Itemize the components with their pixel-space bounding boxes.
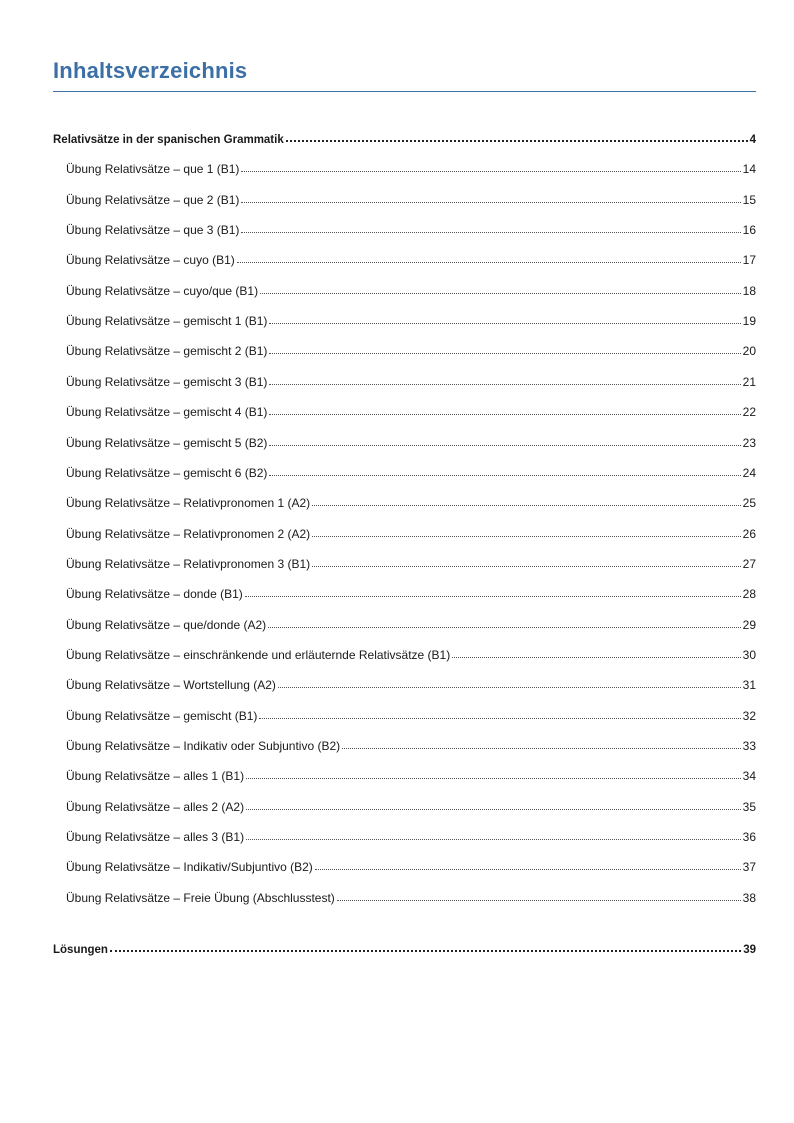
- dot-leader: [269, 404, 740, 416]
- toc-exercise-entry[interactable]: [66, 495, 756, 511]
- toc-entry-page-number: 23: [742, 435, 756, 450]
- toc-exercise-entry[interactable]: [66, 647, 756, 663]
- toc-entry-page-number: 27: [742, 556, 756, 571]
- toc-entry-label: Übung Relativsätze – Indikativ/Subjuntivo (B2): [66, 860, 313, 875]
- dot-leader: [452, 647, 740, 659]
- toc-entry-page-number: 32: [742, 708, 756, 723]
- dot-leader: [260, 283, 741, 295]
- toc-exercise-entry[interactable]: [66, 799, 756, 815]
- dot-leader: [237, 252, 741, 264]
- toc-exercise-entry[interactable]: [66, 556, 756, 572]
- dot-leader: [269, 313, 740, 325]
- toc-entry-page-number: 33: [742, 739, 756, 753]
- dot-leader: [245, 586, 741, 598]
- toc-entry-page-number: 34: [742, 769, 756, 784]
- toc-entry-label: Übung Relativsätze – Relativpronomen 1 (A2): [66, 496, 311, 511]
- toc-exercise-entry[interactable]: [66, 768, 756, 784]
- toc-entry-page-number: 24: [742, 465, 756, 480]
- toc-entry-page-number: 38: [742, 890, 756, 905]
- toc-exercise-entry[interactable]: [66, 465, 756, 481]
- dot-leader: [286, 131, 748, 143]
- toc-chapter-entry[interactable]: [53, 131, 756, 148]
- title-divider: [53, 91, 756, 92]
- dot-leader: [315, 859, 741, 871]
- toc-entry-label: Übung Relativsätze – cuyo (B1): [66, 253, 235, 268]
- dot-leader: [246, 799, 741, 811]
- toc-entry-label: Übung Relativsätze – alles 3 (B1): [66, 830, 245, 845]
- toc-entry-label: Übung Relativsätze – donde (B1): [66, 587, 243, 602]
- toc-exercise-entry[interactable]: [66, 890, 756, 906]
- toc-entry-page-number: 4: [749, 134, 756, 146]
- toc-entry-label: Übung Relativsätze – Relativpronomen 2 (A2): [66, 526, 311, 541]
- dot-leader: [241, 192, 740, 204]
- toc-exercise-entry[interactable]: [66, 374, 756, 390]
- toc-entry-page-number: 35: [742, 799, 756, 814]
- toc-entry-page-number: 31: [742, 678, 756, 693]
- dot-leader: [246, 768, 741, 780]
- toc-entry-page-number: 21: [742, 374, 756, 389]
- toc-entry-label: Übung Relativsätze – Indikativ oder Subjuntivo (B2): [66, 739, 341, 753]
- toc-exercise-entry[interactable]: [66, 192, 756, 208]
- toc-exercise-entry[interactable]: [66, 526, 756, 542]
- dot-leader: [246, 829, 741, 841]
- toc-entry-page-number: 39: [743, 944, 756, 956]
- toc-entry-page-number: 16: [742, 223, 756, 238]
- page-title: Inhaltsverzeichnis: [53, 58, 248, 83]
- toc-entry-page-number: 20: [742, 344, 756, 359]
- toc-entry-label: Übung Relativsätze – cuyo/que (B1): [66, 283, 259, 298]
- toc-exercise-entry[interactable]: [66, 222, 756, 238]
- toc-entry-page-number: 15: [742, 192, 756, 207]
- toc-exercise-entry[interactable]: [66, 435, 756, 451]
- toc-chapter-entry[interactable]: [53, 941, 756, 958]
- toc-entry-label: Übung Relativsätze – gemischt 5 (B2): [66, 435, 268, 450]
- toc-entry-label: Übung Relativsätze – alles 2 (A2): [66, 799, 245, 814]
- dot-leader: [269, 374, 740, 386]
- dot-leader: [269, 435, 740, 447]
- toc-entry-label: Übung Relativsätze – alles 1 (B1): [66, 769, 245, 784]
- toc-exercise-entry[interactable]: [66, 283, 756, 299]
- toc-entry-page-number: 28: [742, 587, 756, 602]
- toc-exercise-entry[interactable]: [66, 617, 756, 633]
- toc-exercise-entry[interactable]: [66, 708, 756, 724]
- toc-entry-label: Übung Relativsätze – gemischt 4 (B1): [66, 405, 268, 420]
- toc-entry-page-number: 36: [742, 830, 756, 845]
- dot-leader: [342, 738, 740, 750]
- dot-leader: [312, 495, 741, 507]
- toc-entry-label: Übung Relativsätze – gemischt 3 (B1): [66, 374, 268, 389]
- toc-exercise-entry[interactable]: [66, 343, 756, 359]
- toc-entry-page-number: 19: [742, 314, 756, 329]
- toc-exercise-entry[interactable]: [66, 829, 756, 845]
- dot-leader: [110, 941, 741, 953]
- dot-leader: [269, 343, 740, 355]
- dot-leader: [312, 526, 741, 538]
- toc-entry-label: Übung Relativsätze – que 3 (B1): [66, 223, 240, 238]
- toc-entry-label: Übung Relativsätze – que/donde (A2): [66, 617, 267, 632]
- toc-entry-page-number: 14: [742, 162, 756, 177]
- dot-leader: [241, 161, 740, 173]
- toc-entry-page-number: 30: [742, 647, 756, 662]
- toc-entry-label: Übung Relativsätze – gemischt (B1): [66, 708, 258, 723]
- toc-exercise-entry[interactable]: [66, 738, 756, 754]
- dot-leader: [268, 617, 741, 629]
- toc-entry-label: Lösungen: [53, 944, 108, 956]
- toc-exercise-entry[interactable]: [66, 586, 756, 602]
- toc-entry-label: Übung Relativsätze – gemischt 1 (B1): [66, 314, 268, 329]
- toc-exercise-entry[interactable]: [66, 677, 756, 693]
- toc-entry-page-number: 18: [742, 283, 756, 298]
- toc-entry-label: Übung Relativsätze – que 1 (B1): [66, 162, 240, 177]
- toc-entry-page-number: 37: [742, 860, 756, 875]
- dot-leader: [241, 222, 740, 234]
- toc-entry-label: Übung Relativsätze – que 2 (B1): [66, 192, 240, 207]
- toc-entry-page-number: 22: [742, 405, 756, 420]
- toc-entry-label: Übung Relativsätze – gemischt 2 (B1): [66, 344, 268, 359]
- toc-entry-label: Relativsätze in der spanischen Grammatik: [53, 134, 284, 146]
- dot-leader: [312, 556, 741, 568]
- dot-leader: [278, 677, 741, 689]
- dot-leader: [259, 708, 740, 720]
- toc-entry-page-number: 26: [742, 526, 756, 541]
- toc-entry-label: Übung Relativsätze – Relativpronomen 3 (B1): [66, 556, 311, 571]
- toc-entry-label: Übung Relativsätze – Freie Übung (Abschlusstest): [66, 890, 335, 905]
- dot-leader: [337, 890, 741, 902]
- toc-exercise-entry[interactable]: [66, 313, 756, 329]
- toc-exercise-entry[interactable]: [66, 252, 756, 268]
- toc-entry-page-number: 25: [742, 496, 756, 511]
- toc-entry-label: Übung Relativsätze – Wortstellung (A2): [66, 678, 276, 693]
- toc-entry-label: Übung Relativsätze – gemischt 6 (B2): [66, 465, 268, 480]
- toc-entry-page-number: 17: [742, 253, 756, 268]
- toc-exercise-entry[interactable]: [66, 859, 756, 875]
- toc-exercise-entry[interactable]: [66, 161, 756, 177]
- toc-entry-page-number: 29: [742, 617, 756, 632]
- dot-leader: [269, 465, 740, 477]
- toc-entry-label: Übung Relativsätze – einschränkende und erläuternde Relativsätze (B1): [66, 647, 451, 662]
- toc-exercise-entry[interactable]: [66, 404, 756, 420]
